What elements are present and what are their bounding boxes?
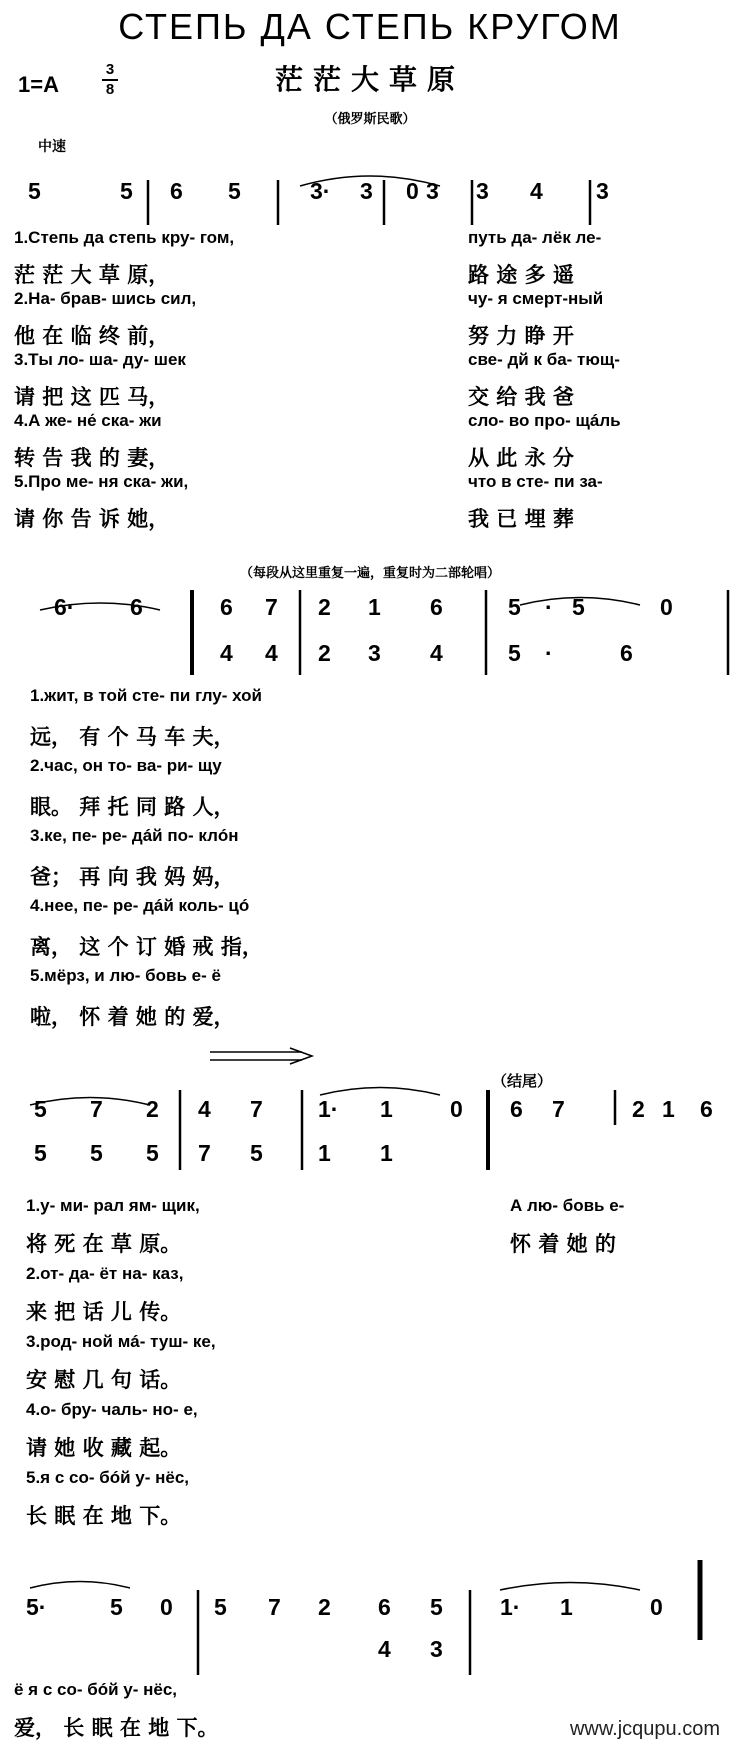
note: 0 <box>650 1594 663 1620</box>
note: 6 <box>430 594 443 620</box>
note: 5· <box>26 1594 47 1620</box>
note: 5 <box>508 594 521 620</box>
lyric-line: 1.жит, в той сте- пи глу- хой <box>30 686 263 705</box>
note: 0 <box>450 1096 463 1122</box>
note: 5 <box>28 178 41 204</box>
note: 5 <box>508 640 521 666</box>
lyric-line: 2.от- да- ёт на- каз, <box>26 1264 184 1283</box>
note: 2 <box>318 594 331 620</box>
lyric-line: 请 把 这 匹 马， <box>14 383 170 409</box>
note: 2 <box>632 1096 645 1122</box>
lyric-line: что в сте- пи за- <box>468 472 603 491</box>
lyric-line: 眼。 拜 托 同 路 人， <box>30 794 235 819</box>
lyric-line: чу- я смерт-ный <box>468 289 604 308</box>
note: 5 <box>90 1140 103 1166</box>
title-russian: СТЕПЬ ДА СТЕПЬ КРУГОМ <box>118 6 622 47</box>
watermark: www.jcqupu.com <box>569 1718 720 1740</box>
meter-bottom: 8 <box>105 81 115 98</box>
lyric-line: 4.нее, пе- ре- дáй коль- цó <box>30 896 250 915</box>
time-signature <box>102 62 118 98</box>
lyric-line: 4.о- бру- чаль- но- е, <box>26 1400 198 1419</box>
note: 5 <box>146 1140 159 1166</box>
note: 1 <box>318 1140 331 1166</box>
note: 0 <box>660 594 673 620</box>
lyric-line: 转 告 我 的 妻， <box>14 444 170 470</box>
lyric-line: путь да- лёк ле- <box>468 228 602 247</box>
lyric-line: 请 你 告 诉 她， <box>14 505 170 531</box>
note: 5 <box>228 178 241 204</box>
note: 5 <box>34 1096 47 1122</box>
note: · <box>545 594 553 620</box>
lyric-line: 3.род- ной мá- туш- ке, <box>26 1332 216 1351</box>
note: 5 <box>430 1594 443 1620</box>
note: 2 <box>146 1096 159 1122</box>
lyric-line: 爸； 再 向 我 妈 妈， <box>30 864 235 889</box>
lyric-line: 茫 茫 大 草 原， <box>14 261 170 287</box>
note: 6 <box>620 640 633 666</box>
note: 6 <box>700 1096 713 1122</box>
note: 5 <box>34 1140 47 1166</box>
lyric-line: 远， 有 个 马 车 夫， <box>30 724 235 749</box>
lyric-line: 3.ке, пе- ре- дáй по- клóн <box>30 826 239 845</box>
note: 3 <box>430 1636 443 1662</box>
lyric-line: 2.час, он то- ва- ри- щу <box>30 756 222 775</box>
note: 3 <box>368 640 381 666</box>
lyric-line: 交 给 我 爸 <box>468 383 574 409</box>
lyric-line: 啦， 怀 着 她 的 爱， <box>30 1004 235 1029</box>
note: 6 <box>510 1096 523 1122</box>
note: 6 <box>220 594 233 620</box>
note: 4 <box>430 640 443 666</box>
lyric-line: сло- во про- щáль <box>468 411 621 430</box>
title-chinese: 茫茫大草原 <box>274 63 465 96</box>
note: 1· <box>318 1096 339 1122</box>
lyric-line: 路 途 多 遥 <box>468 261 574 287</box>
lyric-line: 4.А же- не́ ска- жи <box>14 411 162 430</box>
note: 2 <box>318 1594 331 1620</box>
repeat-instruction: （每段从这里重复一遍，重复时为二部轮唱） <box>239 566 500 581</box>
lyric-line: 5.Про ме- ня ска- жи, <box>14 472 189 491</box>
note: 5 <box>110 1594 123 1620</box>
subtitle: （俄罗斯民歌） <box>324 112 416 127</box>
note: 6 <box>130 594 143 620</box>
lyric-line: 努 力 睁 开 <box>468 322 574 348</box>
lyric-line: 5.я с со- бóй у- нёс, <box>26 1468 190 1487</box>
note: 5 <box>120 178 133 204</box>
lyric-line: 1.Степь да степь кру- гом, <box>14 228 235 247</box>
lyric-line: 离， 这 个 订 婚 戒 指， <box>30 934 263 959</box>
lyric-line: 1.у- ми- рал ям- щик, <box>26 1196 200 1215</box>
note: 1· <box>500 1594 521 1620</box>
lyric-line: ё я с со- бóй у- нёс, <box>14 1680 178 1699</box>
lyric-line: 3.Ты ло- ша- ду- шек <box>14 350 186 369</box>
lyric-line: 从 此 永 分 <box>468 444 574 470</box>
note: 1 <box>368 594 381 620</box>
note: 3 <box>360 178 373 204</box>
note: 4 <box>378 1636 391 1662</box>
note: 7 <box>198 1140 211 1166</box>
note: · <box>545 640 553 666</box>
note: 4 <box>220 640 233 666</box>
lyric-line: 将 死 在 草 原。 <box>26 1231 182 1256</box>
note: 6 <box>378 1594 391 1620</box>
note: 4 <box>265 640 278 666</box>
note: 1 <box>560 1594 573 1620</box>
note: 3· <box>310 178 331 204</box>
note: 5 <box>214 1594 227 1620</box>
note: 1 <box>662 1096 675 1122</box>
coda-label: （结尾） <box>492 1072 553 1090</box>
note: 7 <box>265 594 278 620</box>
note: 0 <box>160 1594 173 1620</box>
note: 7 <box>250 1096 263 1122</box>
lyric-line: 请 她 收 藏 起。 <box>26 1435 182 1460</box>
note: 3 <box>476 178 489 204</box>
lyric-line: 来 把 话 儿 传。 <box>26 1299 182 1324</box>
note: 0 <box>406 178 419 204</box>
lyric-line: 2.На- брав- шись сил, <box>14 289 197 308</box>
lyric-line: 他 在 临 终 前， <box>14 322 170 348</box>
note: 3 <box>426 178 439 204</box>
lyric-line: 爱， 长 眠 在 地 下。 <box>14 1715 219 1740</box>
lyric-line: 5.мёрз, и лю- бовь е- ё <box>30 966 221 985</box>
note: 1 <box>380 1140 393 1166</box>
lyric-line: 怀 着 她 的 <box>510 1231 616 1256</box>
note: 7 <box>552 1096 565 1122</box>
note: 6 <box>170 178 183 204</box>
lyric-line: А лю- бовь е- <box>510 1196 625 1215</box>
note: 7 <box>268 1594 281 1620</box>
note: 3 <box>596 178 609 204</box>
lyric-line: 我 已 埋 葬 <box>468 505 574 531</box>
note: 1 <box>380 1096 393 1122</box>
note: 2 <box>318 640 331 666</box>
meter-top: 3 <box>105 61 115 78</box>
note: 5 <box>572 594 585 620</box>
note: 4 <box>530 178 543 204</box>
note: 7 <box>90 1096 103 1122</box>
lyric-line: 安 慰 几 句 话。 <box>26 1367 182 1392</box>
lyric-line: све- дй к ба- тющ- <box>468 350 620 369</box>
tempo-marking: 中速 <box>38 139 66 155</box>
note: 4 <box>198 1096 211 1122</box>
note: 6· <box>54 594 75 620</box>
note: 5 <box>250 1140 263 1166</box>
lyric-line: 长 眠 在 地 下。 <box>26 1503 182 1528</box>
key-signature: 1=A <box>18 72 59 97</box>
